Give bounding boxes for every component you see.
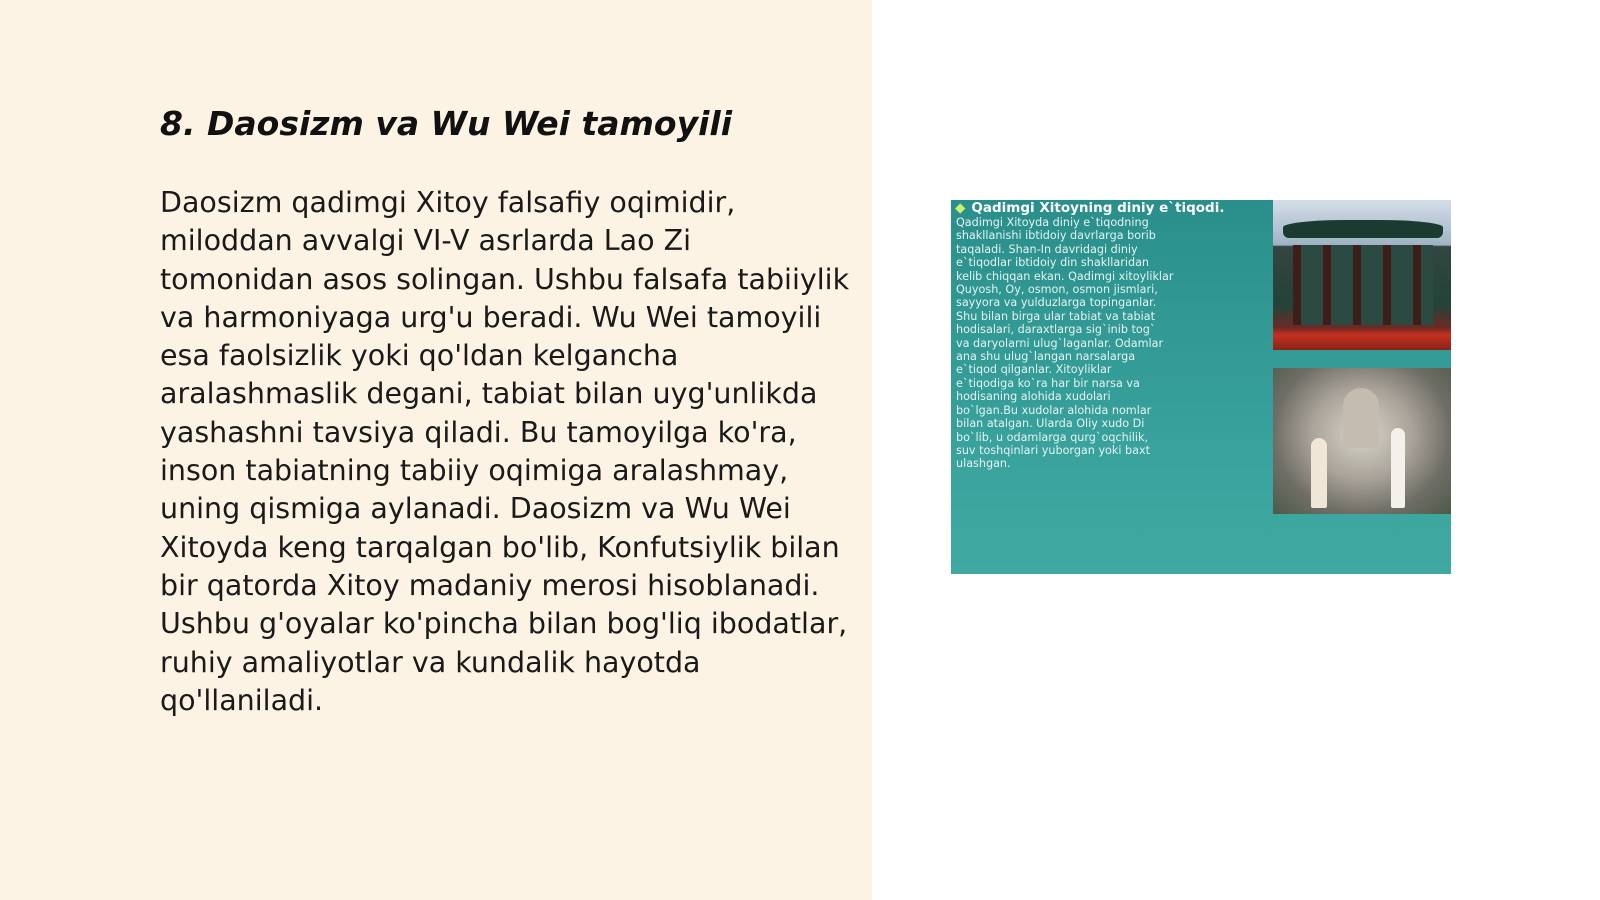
embedded-slide-image — [951, 200, 1451, 574]
slide-body-text: Daosizm qadimgi Xitoy falsafiy oqimidir, miloddan avvalgi VI-V asrlarda Lao Zi tomonidan asos solingan. Ushbu falsafa tabiiylik va harmoniyaga urg'u beradi. Wu Wei tamoyili esa faolsizlik yoki qo'ldan kelgancha aralashmaslik degani, tabiat bilan uyg'unlikda yashashni tavsiya qiladi. Bu tamoyilga ko'ra, inson tabiatning tabiiy oqimiga aralashmay, uning qismiga aylanadi. Daosizm va Wu Wei Xitoyda keng tarqalgan bo'lib, Konfutsiylik bilan bir qatorda Xitoy madaniy merosi hisoblanadi. Ushbu g'oyalar ko'pincha bilan bog'liq ibodatlar, ruhiy amaliyotlar va kundalik hayotda qo'llaniladi. — [160, 186, 850, 717]
slide-title: 8. Daosizm va Wu Wei tamoyili — [160, 104, 733, 143]
visitor-figure — [1311, 438, 1327, 508]
shrine-photo — [1273, 368, 1451, 514]
temple-photo — [1273, 200, 1451, 350]
visitor-figure — [1391, 428, 1405, 508]
embedded-heading — [955, 200, 1255, 216]
embedded-heading-text: Qadimgi Xitoyning diniy e`tiqodi. — [971, 200, 1225, 216]
embedded-body-text: Qadimgi Xitoyda diniy e`tiqodning shakllanishi ibtidoiy davrlarga borib taqaladi. Shan-In davridagi diniy e`tiqodlar ibtidoiy din shakllaridan kelib chiqqan ekan. Qadimgi xitoyliklar Quyosh, Oy, osmon, osmon jismlari, sayyora va yulduzlarga topinganlar. Shu bilan birga ular tabiat va tabiat hodisalari, daraxtlarga sig`inib tog` va daryolarni ulug`laganlar. Odamlar ana shu ulug`langan narsalarga e`tiqod qilganlar. Xitoyliklar e`tiqodiga ko`ra har bir narsa va hodisaning alohida xudolari bo`lgan.Bu xudolar alohida nomlar bilan atalgan. Ularda Oliy xudo Di bo`lib, u odamlarga qurg`oqchilik, suv toshqinlari yuborgan yoki baxt ulashgan. — [956, 216, 1174, 471]
temple-roof — [1283, 220, 1443, 238]
statue — [1343, 388, 1379, 448]
temple-pillars — [1293, 245, 1433, 325]
diamond-bullet-icon: ◆ — [955, 200, 966, 216]
